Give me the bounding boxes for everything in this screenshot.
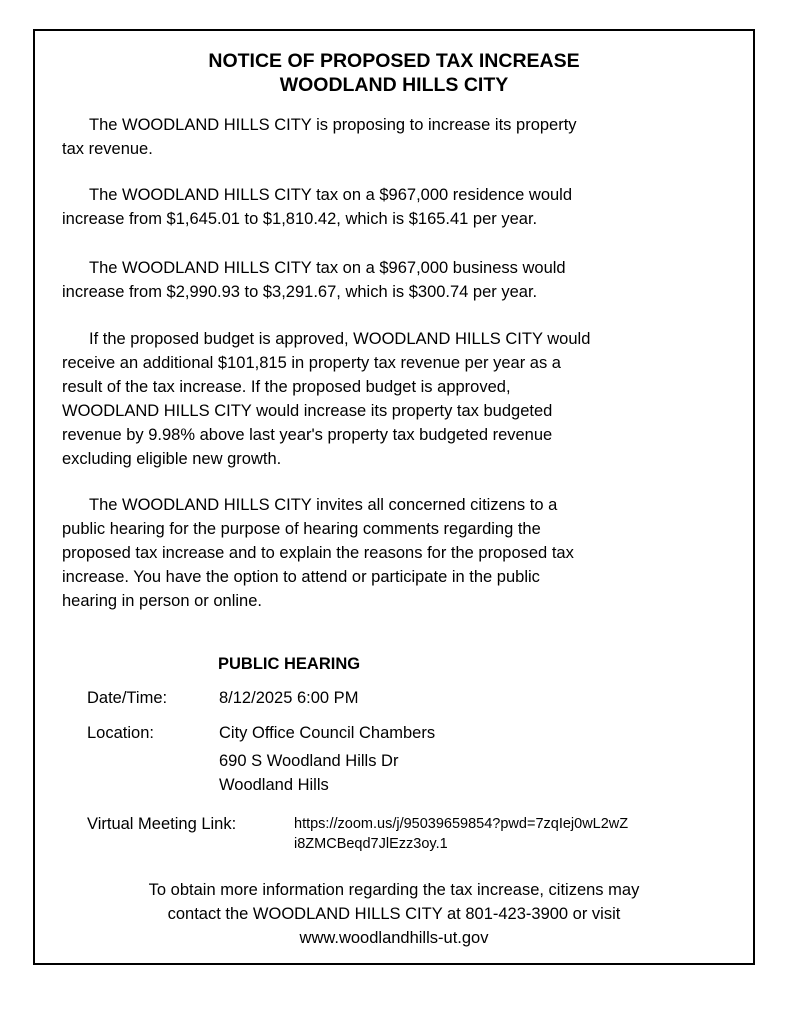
- paragraph-line: The WOODLAND HILLS CITY tax on a $967,000 business would: [89, 259, 566, 277]
- budget-paragraph: [62, 327, 590, 471]
- virtual-meeting-link[interactable]: i8ZMCBeqd7JlEzz3oy.1: [294, 836, 448, 852]
- paragraph-line: public hearing for the purpose of hearing comments regarding the: [62, 520, 541, 538]
- notice-box: [33, 29, 755, 965]
- paragraph-line: If the proposed budget is approved, WOODLAND HILLS CITY would: [89, 330, 591, 348]
- paragraph-line: excluding eligible new growth.: [62, 450, 282, 468]
- virtual-meeting-label: Virtual Meeting Link:: [87, 815, 237, 833]
- location-line: City Office Council Chambers: [219, 724, 436, 742]
- paragraph-line: hearing in person or online.: [62, 592, 262, 610]
- location-label: Location:: [87, 724, 154, 742]
- paragraph-line: The WOODLAND HILLS CITY invites all concerned citizens to a: [89, 496, 558, 514]
- paragraph-line: The WOODLAND HILLS CITY is proposing to increase its property: [89, 116, 577, 134]
- notice-title: NOTICE OF PROPOSED TAX INCREASE: [208, 50, 580, 72]
- website-link[interactable]: www.woodlandhills-ut.gov: [299, 929, 489, 947]
- paragraph-line: revenue by 9.98% above last year's property tax budgeted revenue: [62, 426, 553, 444]
- paragraph-line: proposed tax increase and to explain the reasons for the proposed tax: [62, 544, 574, 562]
- footer-line: To obtain more information regarding the tax increase, citizens may: [148, 881, 640, 899]
- paragraph-line: tax revenue.: [62, 140, 153, 158]
- location-line: Woodland Hills: [219, 776, 329, 794]
- date-time-value: 8/12/2025 6:00 PM: [219, 689, 359, 707]
- intro-paragraph: [62, 113, 577, 161]
- virtual-meeting-link[interactable]: https://zoom.us/j/95039659854?pwd=7zqIej0wL2wZ: [294, 816, 629, 832]
- footer-line: contact the WOODLAND HILLS CITY at 801-423-3900 or visit: [167, 905, 621, 923]
- paragraph-line: result of the tax increase. If the proposed budget is approved,: [62, 378, 511, 396]
- city-title: WOODLAND HILLS CITY: [279, 74, 509, 96]
- paragraph-line: receive an additional $101,815 in property tax revenue per year as a: [62, 354, 561, 372]
- residence-paragraph: [62, 183, 572, 231]
- location-line: 690 S Woodland Hills Dr: [219, 752, 399, 770]
- paragraph-line: WOODLAND HILLS CITY would increase its property tax budgeted: [62, 402, 553, 420]
- paragraph-line: The WOODLAND HILLS CITY tax on a $967,000 residence would: [89, 186, 573, 204]
- paragraph-line: increase. You have the option to attend or participate in the public: [62, 568, 540, 586]
- invitation-paragraph: [62, 493, 574, 613]
- paragraph-line: increase from $1,645.01 to $1,810.42, which is $165.41 per year.: [62, 210, 538, 228]
- date-time-label: Date/Time:: [87, 689, 168, 707]
- public-hearing-heading: PUBLIC HEARING: [218, 655, 361, 673]
- paragraph-line: increase from $2,990.93 to $3,291.67, which is $300.74 per year.: [62, 283, 538, 301]
- business-paragraph: [62, 256, 566, 304]
